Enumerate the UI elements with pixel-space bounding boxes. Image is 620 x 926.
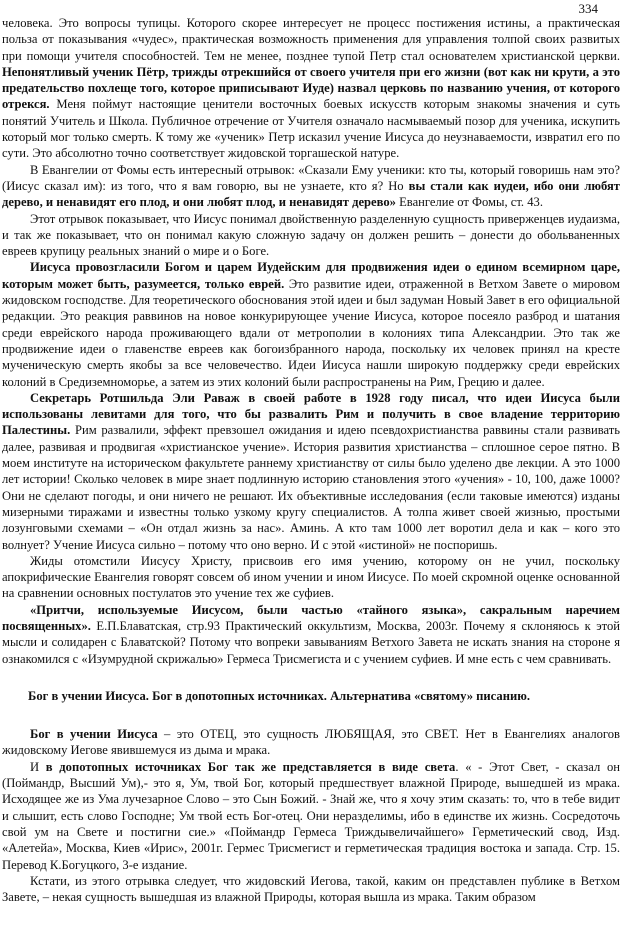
text-run: В Евангелии от Фомы есть интересный отрывок: «Сказали Ему ученики: кто ты, который говоришь нам это? (Иисус сказал им): из того, что я вам говорю, вы не узнаете, кто я? Но bbox=[2, 162, 620, 193]
document-body bbox=[2, 15, 620, 905]
paragraph bbox=[2, 211, 620, 260]
paragraph bbox=[2, 873, 620, 906]
section-heading bbox=[28, 688, 620, 704]
paragraph bbox=[2, 759, 620, 873]
paragraph bbox=[2, 602, 620, 667]
paragraph bbox=[2, 726, 620, 759]
text-run: Евангелие от Фомы, ст. 43. bbox=[395, 195, 543, 210]
text-run: Жиды отомстили Иисусу Христу, присвоив его имя учению, которому он не учил, поскольку апокрифические Евангелия говорят совсем об ином учении и ином Иисусе. По моей скромной оценке основанной на сравнении основных постулатов это учение тех же суфиев. bbox=[2, 553, 620, 601]
paragraph bbox=[2, 390, 620, 553]
bold-text-run: вы стали как иудеи, ибо они любят дерево, и ненавидят его плод, и они любят плод, и ненавидят дерево» bbox=[2, 178, 620, 210]
text-run: . « - Этот Свет, - сказал он (Поймандр, Высший Ум),- это я, Ум, твой Бог, который предшествует влажной Природе, вышедшей из мрака. Исходящее же из Ума лучезарное Слово – это Сын Божий. - Знай же, что я хочу этим сказать: то, что в тебе видит и слышит, есть слово Господне; Ум твой есть Бог-отец. Они неразделимы, ибо в единстве их жизнь. Сосредоточь свой ум на Свете и постигни сие.» «Поймандр Гермеса Триждывеличайшего» Герметический свод, Изд. «Алетейа», Москва, Киев «Ирис», 2001г. Гермес Трисмегист и герметическая традиция востока и запада. Стр. 15. Перевод К.Богуцкого, 3-е издание. bbox=[2, 759, 620, 872]
paragraph bbox=[2, 162, 620, 211]
bold-text-run: Непонятливый ученик Пётр, трижды отрекшийся от своего учителя при его жизни (вот как ни крути, а это предательство похлеще того, которое приписывают Иуде) назвал церковь по названию учения, от которого отрекся. bbox=[2, 64, 620, 112]
text-run: – это ОТЕЦ, это сущность ЛЮБЯЩАЯ, это СВЕТ. Нет в Евангелиях аналогов жидовскому Иегове явившемуся из дыма и мрака. bbox=[2, 727, 620, 758]
text-run: Это развитие идеи, отраженной в Ветхом Завете о мировом жидовском господстве. Для теоретического обоснования этой идеи и был задуман Новый Завет в его официальной редакции. Это реакция раввинов на новое конкурирующее учение Иисуса, которое посеяло разброд и шатания среди еврейского народа проживающего вдали от метрополии в колониях типа Александрии. Это так же продвижение идеи о главенстве евреев как богоизбранного народа, поскольку их человек принял на кресте мученическую смерть якобы за все человечество. Идеи Иисуса нашли широкую поддержку среди еврейских колоний в Средиземноморье, а затем из этих колоний были распространены на Рим, Грецию и далее. bbox=[2, 276, 620, 389]
text-run: Кстати, из этого отрывка следует, что жидовский Иегова, такой, каким он представлен публике в Ветхом Завете, – некая сущность вышедшая из влажной Природы, которая вышла из мрака. Таким образом bbox=[2, 873, 620, 905]
text-run: Рим развалили, эффект превзошел ожидания и идею псевдохристианства раввины стали развивать далее, развивая и продвигая «христианское учение». История развития христианства – сплошное серое пятно. В моем институте на историческом факультете раннему христианству от силы было уделено две лекции. А это 1000 лет истории! Сколько человек в мире знает подлинную историю становления этого «учения» - 10, 100, даже 1000? Они не сделают погоды, и они ничего не решают. Их объективные исследования (если таковые имеются) изданы мизерными тиражами и известны только узкому кругу специалистов. А толпа живет своей жизнью, простыми лозунговыми схемами – «Он отдал жизнь за нас». Аминь. А кто там 1000 лет воротил дела и как – кого это волнует? Учение Иисуса сильно – потому что оно верно. И с этой «истиной» не поспоришь. bbox=[2, 423, 620, 552]
paragraph bbox=[2, 553, 620, 602]
bold-text-run: «Притчи, используемые Иисусом, были частью «тайного языка», сакральным наречием посвященных». bbox=[2, 602, 620, 633]
text-run: Меня поймут настоящие ценители восточных боевых искусств которым знакомы значения и суть понятий Учитель и Школа. Публичное отречение от Учителя означало насмываемый позор для ученика, искупить который мог только смерть. К тому же «ученик» Петр исказил учение Иисуса до неузнаваемости, извратил его по сути. Это абсолютно точно соответствует жидовской торгашеской натуре. bbox=[2, 97, 620, 161]
paragraph bbox=[2, 259, 620, 389]
bold-text-run: Иисуса провозгласили Богом и царем Иудейским для продвижения идеи о едином всемирном царе, которым может быть, разумеется, только еврей. bbox=[2, 260, 620, 291]
text-run: Е.П.Блаватская, стр.93 Практический оккультизм, Москва, 2003г. Почему я склоняюсь к этой мысли и солидарен с Блаватской? Потому что вопреки завываниям Ветхого Завета не искать знания на стороне я ознакомился с «Изумрудной скрижалью» Гермеса Трисмегиста и с учением суфиев. И мне есть с чем сравнивать. bbox=[2, 618, 620, 666]
section-heading-text: Бог в учении Иисуса. Бог в допотопных источниках. Альтернатива «святому» писанию. bbox=[28, 688, 530, 703]
paragraph bbox=[2, 15, 620, 162]
bold-text-run: Секретарь Ротшильда Эли Раваж в своей работе в 1928 году писал, что идеи Иисуса были использованы левитами для того, что бы развалить Рим и получить в свое владение территорию Палестины. bbox=[2, 390, 620, 438]
text-run: Этот отрывок показывает, что Иисус понимал двойственную разделенную сущность приверженцев иудаизма, и так же показывает, что он понимал какую сложную задачу он должен решить – донести до обольваненных евреев крупицу реальных знаний о мире и о Боге. bbox=[2, 211, 620, 259]
text-run: человека. Это вопросы тупицы. Которого скорее интересует не процесс постижения истины, а практическая польза от показывания «чудес», практическая возможность применения для управления толпой своих развитых при помощи учителя способностей. Тем не менее, позднее тупой Петр стал основателем христианской церкви. bbox=[2, 16, 620, 63]
text-run: И bbox=[30, 759, 46, 774]
bold-text-run: в допотопных источниках Бог так же представляется в виде света bbox=[45, 759, 456, 774]
bold-text-run: Бог в учении Иисуса bbox=[30, 727, 158, 742]
page-number: 334 bbox=[578, 1, 598, 16]
